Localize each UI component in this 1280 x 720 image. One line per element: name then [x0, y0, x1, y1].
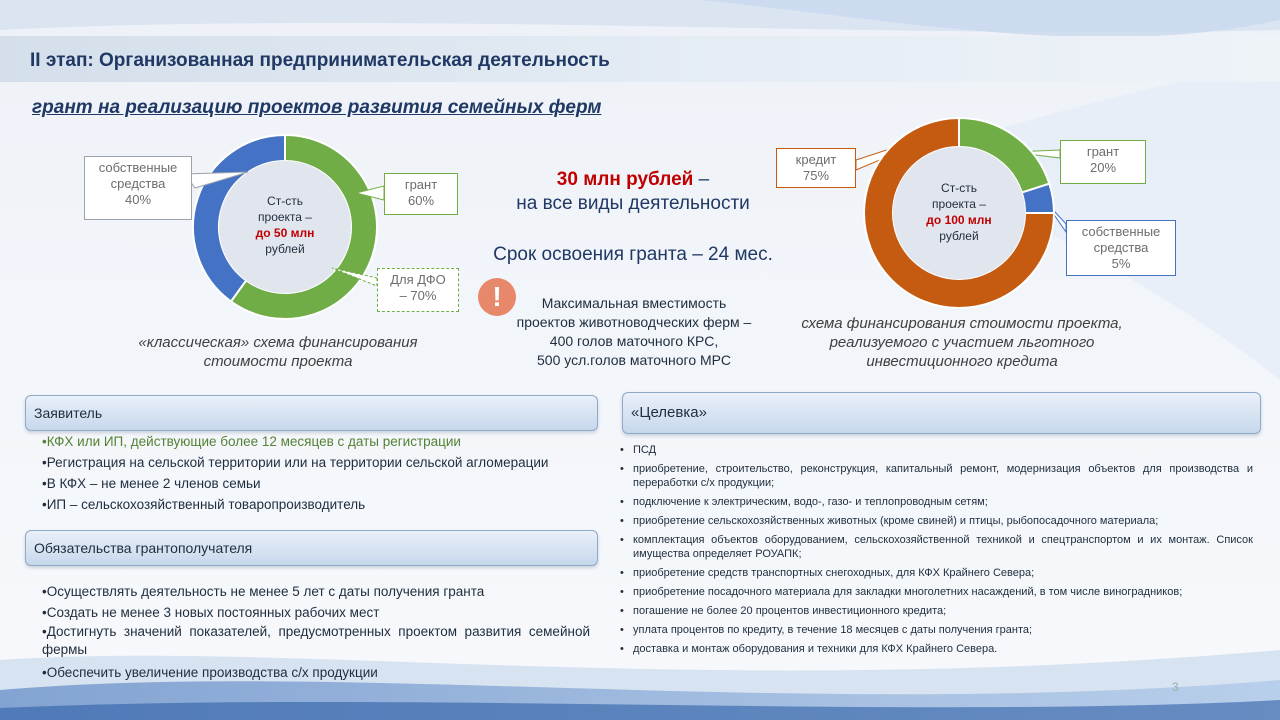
purpose-item: • приобретение посадочного материала для закладки многолетних насаждений, в том числе виноградников; — [620, 585, 1253, 599]
callout-own-funds-40-line-2: средства — [110, 176, 166, 191]
callout-own-funds-5-line-1: собственные — [1081, 224, 1161, 239]
farm-capacity-line-3: 400 голов маточного КРС, — [549, 333, 719, 349]
callout-grant-20-line-1: грант — [1086, 144, 1120, 159]
grant-amount — [470, 168, 796, 216]
grant-term: Срок освоения гранта – 24 мес. — [493, 244, 773, 265]
page-number: 3 — [1172, 680, 1179, 694]
purpose-item: • доставка и монтаж оборудования и техники для КФХ Крайнего Севера. — [620, 642, 1253, 656]
applicant-item: •КФХ или ИП, действующие более 12 месяцев с даты регистрации — [42, 434, 461, 449]
pie-credit-caption — [770, 314, 1154, 371]
purpose-item: • приобретение средств транспортных снегоходных, для КФХ Крайнего Севера; — [620, 566, 1253, 580]
callout-credit-75 — [776, 148, 856, 188]
callout-grant-20-line-2: 20% — [1089, 160, 1117, 175]
callout-credit-75-line-2: 75% — [802, 168, 830, 183]
purpose-item: • подключение к электрическим, водо-, газо- и теплопроводным сетям; — [620, 495, 1253, 509]
exclamation-icon: ! — [478, 278, 516, 316]
callout-grant-60-line-2: 60% — [407, 193, 435, 208]
applicant-list — [42, 431, 598, 515]
purpose-item: • приобретение, строительство, реконструкция, капитальный ремонт, модернизация объектов для производства и переработки с/х продукции; — [620, 462, 1253, 490]
grant-amount-value: 30 млн рублей — [556, 169, 694, 190]
callout-own-funds-40-line-3: 40% — [124, 192, 152, 207]
pie-classic-center-line-1: Ст-сть — [267, 194, 303, 208]
applicant-item: •ИП – сельскохозяйственный товаропроизводитель — [42, 497, 366, 512]
callout-own-funds-5-line-3: 5% — [1111, 256, 1131, 271]
applicant-item: •Регистрация на сельской территории или на территории сельской агломерации — [42, 455, 549, 470]
pie-classic-center-line-2: проекта – — [258, 210, 312, 224]
callout-grant-20 — [1060, 140, 1146, 184]
pie-credit-center-line-4: рублей — [939, 229, 979, 243]
callout-dfo-70 — [377, 268, 459, 312]
callout-dfo-70-line-2: – 70% — [399, 288, 437, 303]
pie-credit-center-line-2: проекта – — [932, 197, 986, 211]
obligation-item: •Достигнуть значений показателей, предусмотренных проектом развития семейной фермы — [42, 624, 590, 657]
pie-credit-caption-line-2: реализуемого с участием льготного — [829, 334, 1095, 351]
obligation-item: •Осуществлять деятельность не менее 5 лет с даты получения гранта — [42, 584, 485, 599]
pie-credit-caption-line-1: схема финансирования стоимости проекта, — [801, 315, 1123, 332]
pie-classic-caption — [80, 333, 476, 371]
callout-credit-75-line-1: кредит — [795, 152, 837, 167]
callout-own-funds-5-line-2: средства — [1093, 240, 1149, 255]
pie-credit-center-line-1: Ст-сть — [941, 181, 977, 195]
farm-capacity — [492, 294, 776, 370]
applicant-header: Заявитель — [25, 395, 598, 431]
purpose-header: «Целевка» — [622, 392, 1261, 434]
purpose-item: • ПСД — [620, 443, 1253, 457]
pie-classic-center-line-4: рублей — [265, 242, 305, 256]
farm-capacity-line-1: Максимальная вместимость — [541, 295, 727, 311]
grant-amount-dash: – — [693, 169, 710, 190]
purpose-item: • уплата процентов по кредиту, в течение 18 месяцев с даты получения гранта; — [620, 623, 1253, 637]
callout-dfo-70-line-1: Для ДФО — [390, 272, 446, 287]
pie-credit-caption-line-3: инвестиционного кредита — [866, 353, 1058, 370]
purpose-item: • погашение не более 20 процентов инвестиционного кредита; — [620, 604, 1253, 618]
purpose-item: • приобретение сельскохозяйственных животных (кроме свиней) и птицы, рыбопосадочного материала; — [620, 514, 1253, 528]
pie-classic-center-line-3: до 50 млн — [255, 226, 315, 240]
callout-own-funds-5 — [1066, 220, 1176, 276]
obligations-header: Обязательства грантополучателя — [25, 530, 598, 566]
farm-capacity-line-2: проектов животноводческих ферм – — [516, 314, 752, 330]
purpose-list — [620, 443, 1253, 661]
callout-own-funds-40 — [84, 156, 192, 220]
obligations-list — [42, 581, 590, 683]
pie-credit-center-line-3: до 100 млн — [926, 213, 992, 227]
slide-title: II этап: Организованная предпринимательская деятельность — [30, 50, 610, 71]
pie-credit-center-label — [896, 180, 1022, 244]
obligation-item: •Создать не менее 3 новых постоянных рабочих мест — [42, 605, 380, 620]
purpose-item: • комплектация объектов оборудованием, сельскохозяйственной техникой и спецтранспортом и их монтаж. Список имущества определяет РОУАПК; — [620, 533, 1253, 561]
pie-classic-caption-line-1: «классическая» схема финансирования — [138, 334, 418, 351]
applicant-item: •В КФХ – не менее 2 членов семьи — [42, 476, 261, 491]
callout-grant-60 — [384, 173, 458, 215]
grant-amount-scope: на все виды деятельности — [516, 193, 750, 214]
farm-capacity-line-4: 500 усл.голов маточного МРС — [537, 352, 731, 368]
pie-classic-caption-line-2: стоимости проекта — [203, 353, 353, 370]
callout-own-funds-40-line-1: собственные — [98, 160, 178, 175]
slide-subtitle: грант на реализацию проектов развития семейных ферм — [32, 97, 602, 118]
callout-grant-60-line-1: грант — [404, 177, 438, 192]
obligation-item: •Обеспечить увеличение производства с/х продукции — [42, 665, 378, 680]
